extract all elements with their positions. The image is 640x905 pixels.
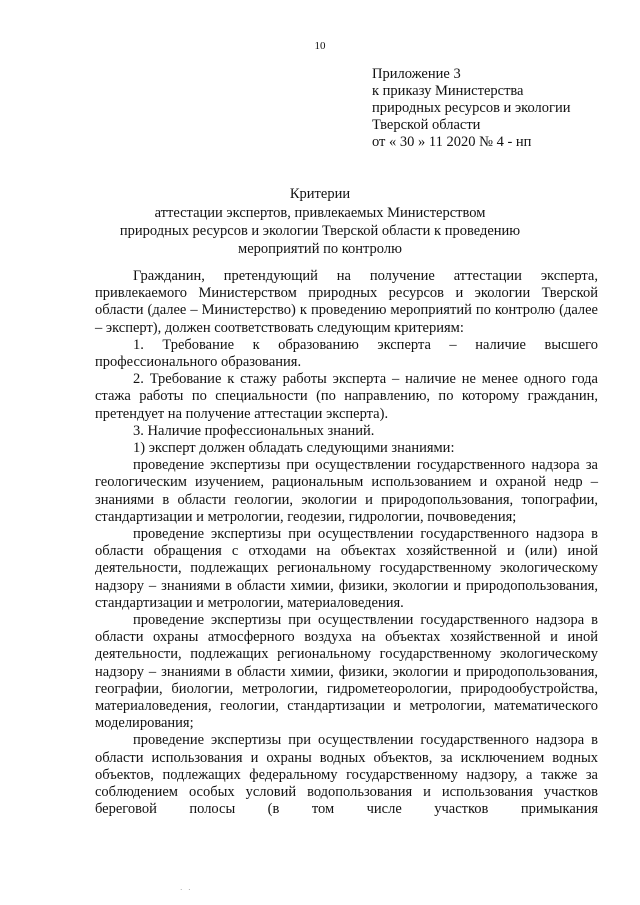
appendix-line: Приложение 3 <box>372 66 461 82</box>
title-line: мероприятий по контролю <box>238 241 402 257</box>
body-paragraph: Гражданин, претендующий на получение аттестации эксперта, привлекаемого Министерством природных ресурсов и экологии Тверской области (далее – Министерство) к проведению мероприятий по контролю (далее – эксперт), должен соответствовать следующим критериям: <box>95 268 598 336</box>
document-title <box>100 185 540 258</box>
body-paragraph: проведение экспертизы при осуществлении государственного надзора в области обращения с отходами на объектах хозяйственной и (или) иной деятельности, подлежащих региональному государственному экологическому надзору – знаниями в области химии, физики, экологии и природопользования, стандартизации и метрологии, материаловедения. <box>95 526 598 611</box>
appendix-header <box>372 66 570 151</box>
page-number: 10 <box>314 40 326 52</box>
body-paragraph: проведение экспертизы при осуществлении государственного надзора за геологическим изучением, рациональным использованием и охраной недр – знаниями в области геологии, экологии и природопользования, топографии, стандартизации и метрологии, геодезии, гидрологии, почвоведения; <box>95 457 598 525</box>
body-paragraph: проведение экспертизы при осуществлении государственного надзора в области использования и охраны водных объектов, за исключением водных объектов, подлежащих федеральному государственному надзору, а также за соблюдением особых условий водопользования и использования участков береговой полосы (в том числе участков примыкания <box>95 732 598 818</box>
title-line: аттестации экспертов, привлекаемых Министерством <box>154 205 486 221</box>
body-paragraph: 2. Требование к стажу работы эксперта – наличие не менее одного года стажа работы по специальности (по направлению, по которому гражданин, претендует на получение аттестации эксперта). <box>95 371 598 422</box>
body-paragraph: 1. Требование к образованию эксперта – наличие высшего профессионального образования. <box>95 336 598 371</box>
title-line: природных ресурсов и экологии Тверской области к проведению <box>119 223 521 239</box>
appendix-line: Тверской области <box>372 117 481 133</box>
appendix-line: природных ресурсов и экологии <box>372 100 571 116</box>
appendix-date-line: от « 30 » 11 2020 № 4 - нп <box>372 134 532 150</box>
title-heading: Критерии <box>289 186 351 202</box>
body-paragraph: 3. Наличие профессиональных знаний. <box>133 422 375 439</box>
appendix-line: к приказу Министерства <box>372 83 524 99</box>
document-body <box>95 268 598 819</box>
scan-speck: · · <box>180 886 193 894</box>
body-paragraph: проведение экспертизы при осуществлении государственного надзора в области охраны атмосферного воздуха на объектах хозяйственной и иной деятельности, подлежащих региональному государственному экологическому надзору – знаниями в области химии, физики, экологии и природопользования, географии, биологии, метрологии, гидрометеорологии, природообустройства, материаловедения, геологии, стандартизации и метрологии, математического моделирования; <box>95 612 598 732</box>
body-paragraph: 1) эксперт должен обладать следующими знаниями: <box>133 440 455 457</box>
